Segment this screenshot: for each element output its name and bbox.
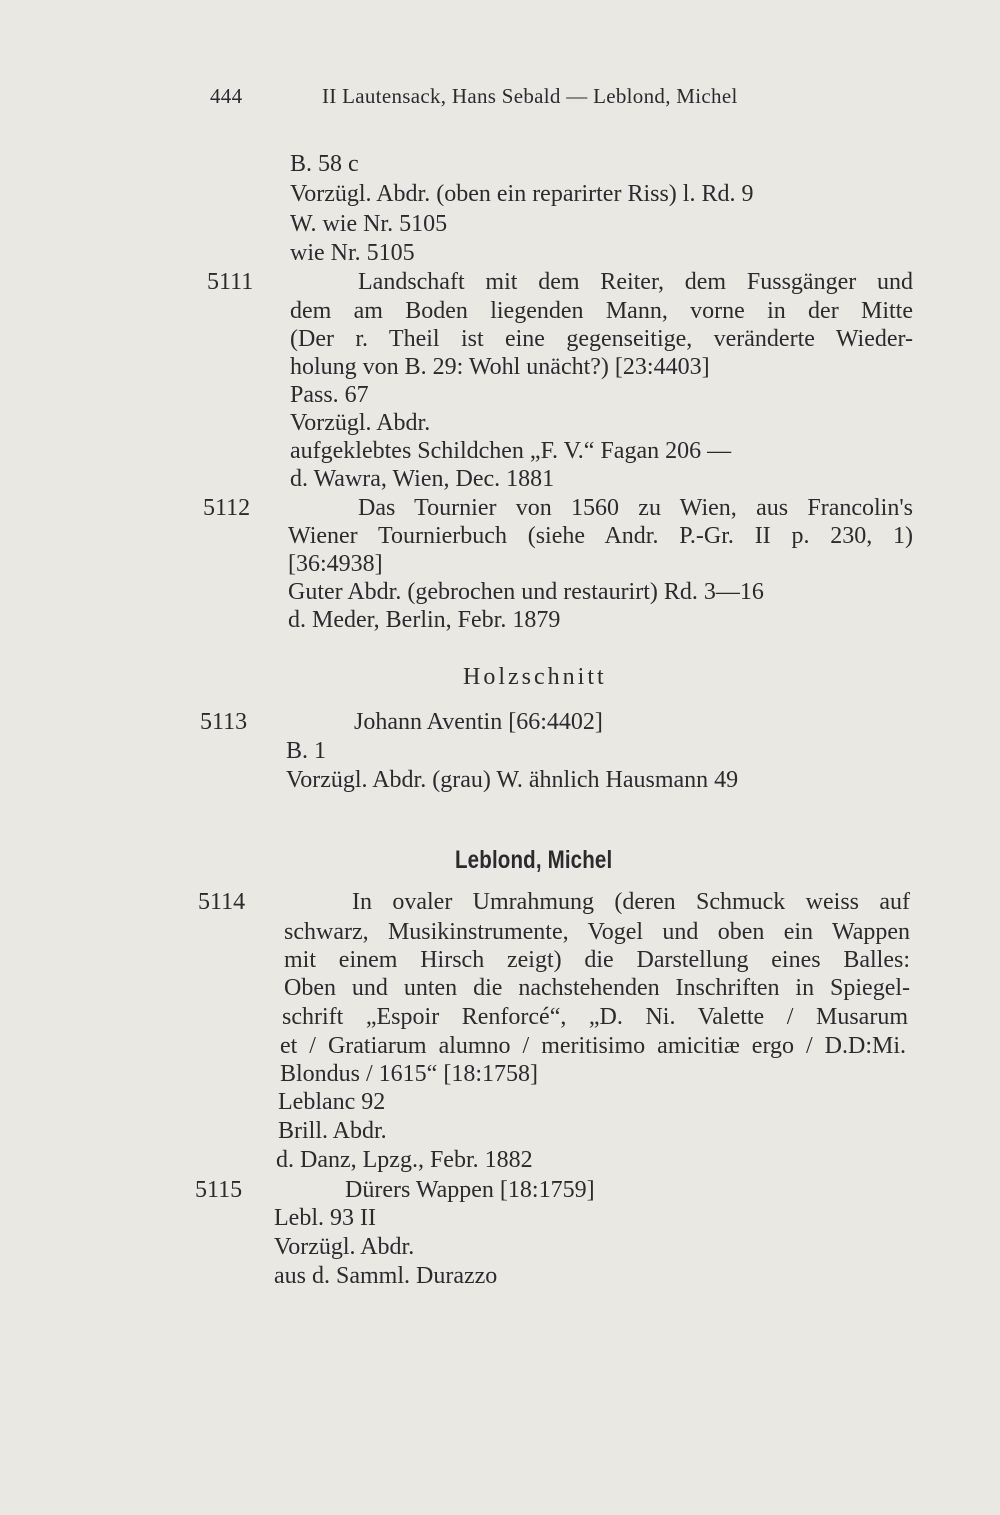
entry-line: schwarz, Musikinstrumente, Vogel und oben ein Wappen bbox=[284, 919, 910, 945]
entry-line: Blondus / 1615“ [18:1758] bbox=[280, 1061, 538, 1087]
entry-line: aus d. Samml. Durazzo bbox=[274, 1263, 498, 1289]
entry-line: Landschaft mit dem Reiter, dem Fussgänger und bbox=[358, 269, 913, 295]
entry-line: Brill. Abdr. bbox=[278, 1118, 387, 1144]
entry-line: Das Tournier von 1560 zu Wien, aus Francolin's bbox=[358, 495, 913, 521]
entry-number: 5111 bbox=[207, 269, 254, 295]
entry-line: B. 58 c bbox=[290, 151, 359, 177]
entry-line: dem am Boden liegenden Mann, vorne in der Mitte bbox=[290, 298, 913, 324]
entry-line: Oben und unten die nachstehenden Inschriften in Spiegel- bbox=[284, 975, 910, 1001]
entry-line: In ovaler Umrahmung (deren Schmuck weiss auf bbox=[352, 889, 910, 915]
entry-line: (Der r. Theil ist eine gegenseitige, veränderte Wieder- bbox=[290, 326, 913, 352]
entry-line: aufgeklebtes Schildchen „F. V.“ Fagan 206 — bbox=[290, 438, 732, 464]
entry-line: Leblanc 92 bbox=[278, 1089, 386, 1115]
entry-line: Wiener Tournierbuch (siehe Andr. P.-Gr. II p. 230, 1) bbox=[288, 523, 913, 549]
entry-line: Vorzügl. Abdr. (oben ein reparirter Riss) l. Rd. 9 bbox=[290, 181, 754, 207]
entry-line: mit einem Hirsch zeigt) die Darstellung eines Balles: bbox=[284, 947, 910, 973]
page-number: 444 bbox=[210, 84, 243, 108]
entry-line: Vorzügl. Abdr. bbox=[290, 410, 431, 436]
running-title: II Lautensack, Hans Sebald — Leblond, Michel bbox=[322, 84, 738, 108]
entry-line: Pass. 67 bbox=[290, 382, 369, 408]
entry-line: Guter Abdr. (gebrochen und restaurirt) Rd. 3—16 bbox=[288, 579, 764, 605]
entry-line: schrift „Espoir Renforcé“, „D. Ni. Valette / Musarum bbox=[282, 1004, 908, 1030]
entry-line: wie Nr. 5105 bbox=[290, 240, 415, 266]
entry-line: Vorzügl. Abdr. (grau) W. ähnlich Hausmann 49 bbox=[286, 767, 739, 793]
entry-line: Dürers Wappen [18:1759] bbox=[345, 1177, 595, 1203]
entry-line: Lebl. 93 II bbox=[274, 1205, 376, 1231]
entry-line: d. Danz, Lpzg., Febr. 1882 bbox=[276, 1147, 533, 1173]
artist-heading: Leblond, Michel bbox=[455, 846, 613, 874]
entry-line: d. Meder, Berlin, Febr. 1879 bbox=[288, 607, 561, 633]
entry-line: W. wie Nr. 5105 bbox=[290, 211, 448, 237]
entry-number: 5115 bbox=[195, 1177, 243, 1203]
entry-line: Johann Aventin [66:4402] bbox=[354, 709, 603, 735]
entry-line: holung von B. 29: Wohl unächt?) [23:4403] bbox=[290, 354, 710, 380]
entry-line: Vorzügl. Abdr. bbox=[274, 1234, 415, 1260]
entry-line: [36:4938] bbox=[288, 551, 383, 577]
entry-line: et / Gratiarum alumno / meritisimo amicitiæ ergo / D.D:Mi. bbox=[280, 1033, 906, 1059]
section-heading: Holzschnitt bbox=[463, 664, 607, 690]
entry-line: d. Wawra, Wien, Dec. 1881 bbox=[290, 466, 555, 492]
entry-number: 5113 bbox=[200, 709, 248, 735]
entry-number: 5114 bbox=[198, 889, 246, 915]
entry-number: 5112 bbox=[203, 495, 251, 521]
entry-line: B. 1 bbox=[286, 738, 327, 764]
